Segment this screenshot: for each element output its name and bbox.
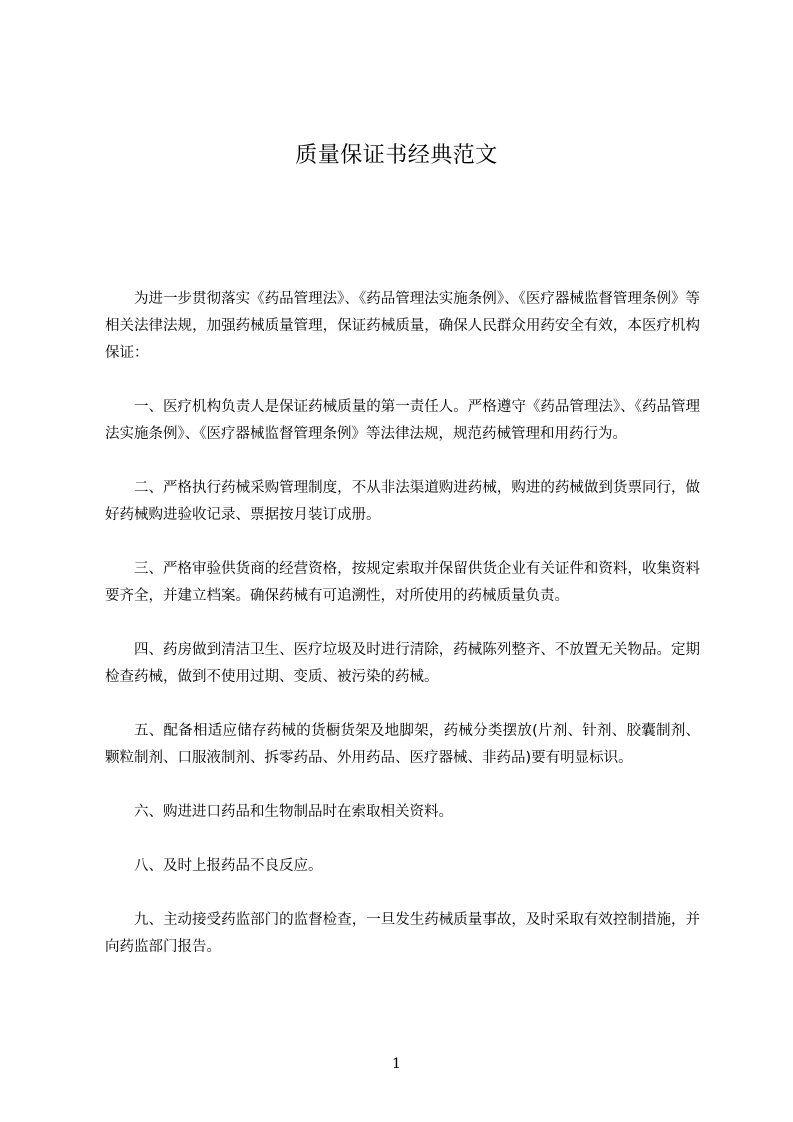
clause-4-paragraph: 四、药房做到清洁卫生、医疗垃圾及时进行清除，药械陈列整齐、不放置无关物品。定期检查药械，做到不使用过期、变质、被污染的药械。 [105,642,700,685]
clause-5-paragraph: 五、配备相适应储存药械的货橱货架及地脚架，药械分类摆放(片剂、针剂、胶囊制剂、颗粒制剂、口服液制剂、拆零药品、外用药品、医疗器械、非药品)要有明显标识。 [105,723,700,766]
clause-6-paragraph: 六、购进进口药品和生物制品时在索取相关资料。 [134,804,453,820]
intro-paragraph: 为进一步贯彻落实《药品管理法》、《药品管理法实施条例》、《医疗器械监督管理条例》等相关法律法规，加强药械质量管理，保证药械质量，确保人民群众用药安全有效，本医疗机构保证： [105,291,700,361]
clause-1-paragraph: 一、医疗机构负责人是保证药械质量的第一责任人。严格遵守《药品管理法》、《药品管理法实施条例》、《医疗器械监督管理条例》等法律法规，规范药械管理和用药行为。 [105,399,700,442]
clause-8-paragraph: 八、及时上报药品不良反应。 [134,858,323,874]
clause-2-paragraph: 二、严格执行药械采购管理制度，不从非法渠道购进药械，购进的药械做到货票同行，做好药械购进验收记录、票据按月装订成册。 [105,480,700,523]
clause-3-paragraph: 三、严格审验供货商的经营资格，按规定索取并保留供货企业有关证件和资料，收集资料要齐全，并建立档案。确保药械有可追溯性，对所使用的药械质量负责。 [105,561,700,604]
clause-9-paragraph: 九、主动接受药监部门的监督检查，一旦发生药械质量事故，及时采取有效控制措施，并向药监部门报告。 [105,912,700,955]
document-title: 质量保证书经典范文 [295,143,498,168]
document-body [105,286,700,988]
page-number: 1 [392,1056,401,1072]
